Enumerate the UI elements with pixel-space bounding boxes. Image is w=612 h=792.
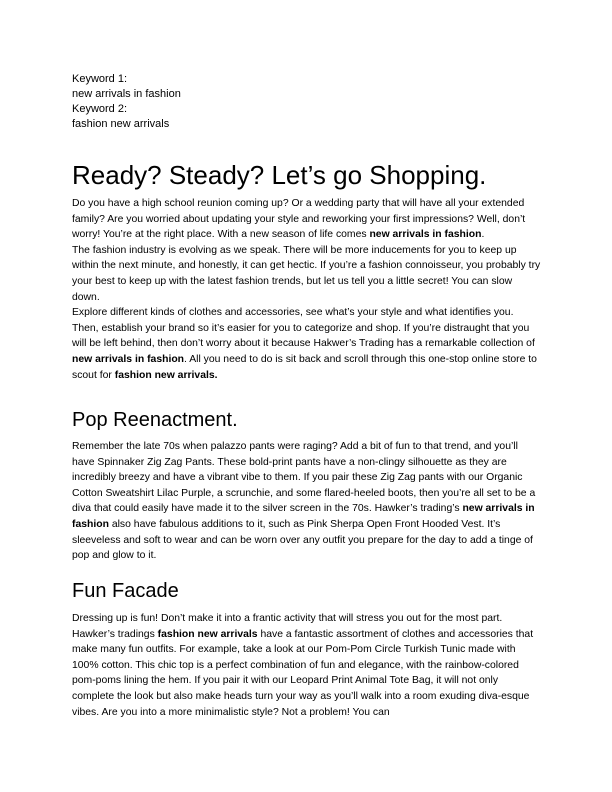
intro-p1-end: . xyxy=(481,229,485,241)
keyword-highlight: new arrivals in fashion xyxy=(369,229,482,241)
intro-p1-text: Do you have a high school reunion coming up? Or a wedding party that will have all your extended family? Are you worried about updating your style and reworking your first impressions? Well, don’t worry! You’re at the right place. With a new season of life comes xyxy=(72,198,526,241)
keyword-block xyxy=(72,72,542,132)
pop-section xyxy=(72,439,542,564)
section-heading-fun: Fun Facade xyxy=(72,580,179,602)
page-title: Ready? Steady? Let’s go Shopping. xyxy=(72,160,487,190)
keyword-2-label: Keyword 2: xyxy=(72,103,128,115)
pop-text-2: also have fabulous additions to it, such as Pink Sherpa Open Front Hooded Vest. It’s sleeveless and soft to wear and can be worn over any outfit you prepare for the day to add a tinge of pop and glow to it. xyxy=(72,518,533,562)
intro-paragraph-1 xyxy=(72,196,542,243)
pop-text: Remember the late 70s when palazzo pants were raging? Add a bit of fun to that trend, and you’ll have Spinnaker Zig Zag Pants. These bold-print pants have a non-clingy silhouette as they are incredibly breezy and have a vibrant vibe to them. If you pair these Zig Zag pants with our Organic Cotton Sweatshirt Lilac Purple, a scrunchie, and some flared-heeled boots, then you’re all set to be a diva that could easily have made it to the silver screen in the 70s. Hawker’s trading’s xyxy=(72,441,536,515)
keyword-highlight: fashion new arrivals. xyxy=(114,369,218,381)
keyword-1-value: new arrivals in fashion xyxy=(72,88,181,100)
keyword-highlight: new arrivals in fashion xyxy=(72,503,535,530)
keyword-highlight: new arrivals in fashion xyxy=(72,353,185,365)
keyword-highlight: fashion new arrivals xyxy=(157,628,258,640)
intro-paragraph-2: The fashion industry is evolving as we speak. There will be more inducements for you to keep up within the next minute, and honestly, it can get hectic. If you’re a fashion connoisseur, you probably try your best to keep up with the latest fashion trends, but let us tell you a little secret! You can slow down. xyxy=(72,244,541,303)
keyword-1-label: Keyword 1: xyxy=(72,73,128,85)
fun-text: Dressing up is fun! Don’t make it into a frantic activity that will stress you out for the most part. Hawker’s tradings xyxy=(72,613,503,640)
intro-paragraph-3 xyxy=(72,305,542,383)
fun-section xyxy=(72,611,542,720)
keyword-2-value: fashion new arrivals xyxy=(72,118,170,130)
pop-paragraph xyxy=(72,439,542,564)
intro-p3-text-2: . All you need to do is sit back and scroll through this one-stop online store to scout for xyxy=(72,353,537,381)
fun-text-2: have a fantastic assortment of clothes and accessories that make many fun outfits. For example, take a look at our Pom-Pom Circle Turkish Tunic made with 100% cotton. This chic top is a perfect combination of fun and elegance, with the rainbow-colored pom-poms lining the hem. If you pair it with our Leopard Print Animal Tote Bag, it will not only complete the look but also make heads turn your way as you’ll walk into a room exuding diva-esque vibes. Are you into a more minimalistic style? Not a problem! You can xyxy=(72,628,534,718)
fun-paragraph xyxy=(72,611,542,720)
section-heading-pop: Pop Reenactment. xyxy=(72,409,238,431)
intro-section xyxy=(72,196,542,383)
intro-p3-text: Explore different kinds of clothes and accessories, see what’s your style and what identifies you. Then, establish your brand so it’s easier for you to categorize and shop. If you’re distraught that you will be left behind, then don’t worry about it because Hakwer’s Trading has a remarkable collection of xyxy=(72,307,535,350)
